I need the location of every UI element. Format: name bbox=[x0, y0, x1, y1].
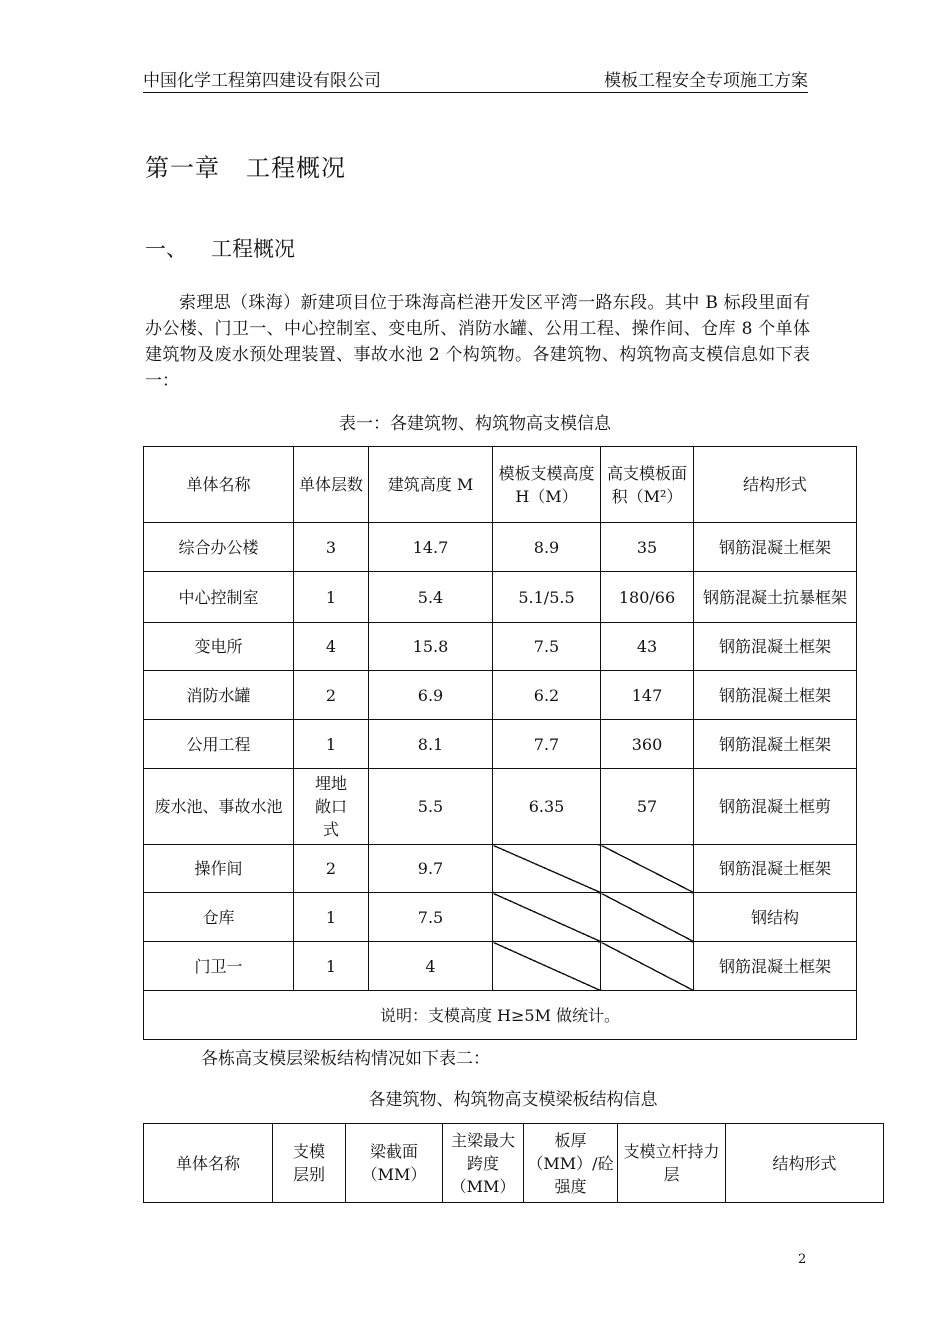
cell-name: 公用工程 bbox=[144, 720, 294, 769]
table2-header-cell: 梁截面（MM） bbox=[346, 1124, 443, 1203]
cell-structure: 钢筋混凝土抗暴框架 bbox=[694, 572, 857, 623]
cell-height: 15.8 bbox=[369, 623, 493, 671]
paragraph-2: 各栋高支模层梁板结构情况如下表二： bbox=[201, 1049, 490, 1069]
cell-height: 6.9 bbox=[369, 671, 493, 720]
cell-form-height: 6.35 bbox=[493, 769, 601, 845]
table2-header-row bbox=[144, 1124, 884, 1203]
cell-height: 5.5 bbox=[369, 769, 493, 845]
section-heading bbox=[145, 233, 295, 263]
cell-area: 35 bbox=[601, 523, 694, 572]
page-number: 2 bbox=[798, 1252, 807, 1267]
table-row bbox=[144, 893, 857, 942]
cell-height: 8.1 bbox=[369, 720, 493, 769]
cell-floors: 埋地敞口式 bbox=[294, 769, 369, 845]
table1-header-cell: 结构形式 bbox=[694, 447, 857, 523]
cell-height: 7.5 bbox=[369, 893, 493, 942]
cell-form-height: 7.7 bbox=[493, 720, 601, 769]
header-company: 中国化学工程第四建设有限公司 bbox=[143, 71, 381, 91]
cell-structure: 钢筋混凝土框架 bbox=[694, 623, 857, 671]
table1-header-row bbox=[144, 447, 857, 523]
table-row bbox=[144, 769, 857, 845]
cell-area: 180/66 bbox=[601, 572, 694, 623]
cell-structure: 钢筋混凝土框架 bbox=[694, 671, 857, 720]
empty-cell-diagonal bbox=[601, 942, 694, 991]
cell-form-height: 5.1/5.5 bbox=[493, 572, 601, 623]
cell-form-height: 6.2 bbox=[493, 671, 601, 720]
cell-height: 14.7 bbox=[369, 523, 493, 572]
cell-structure: 钢筋混凝土框剪 bbox=[694, 769, 857, 845]
cell-name: 门卫一 bbox=[144, 942, 294, 991]
table2-header-cell: 板厚（MM）/砼强度 bbox=[524, 1124, 618, 1203]
cell-name: 综合办公楼 bbox=[144, 523, 294, 572]
section-number: 一、 bbox=[145, 237, 187, 261]
cell-floors: 1 bbox=[294, 893, 369, 942]
cell-name: 中心控制室 bbox=[144, 572, 294, 623]
cell-structure: 钢筋混凝土框架 bbox=[694, 845, 857, 893]
table2-header-cell: 单体名称 bbox=[144, 1124, 273, 1203]
empty-cell-diagonal bbox=[493, 893, 601, 942]
cell-structure: 钢筋混凝土框架 bbox=[694, 720, 857, 769]
cell-area: 147 bbox=[601, 671, 694, 720]
cell-area: 43 bbox=[601, 623, 694, 671]
table1-header-cell: 单体层数 bbox=[294, 447, 369, 523]
cell-name: 变电所 bbox=[144, 623, 294, 671]
table2-header-cell: 支模层别 bbox=[273, 1124, 346, 1203]
table2-header-cell: 支模立杆持力层 bbox=[618, 1124, 726, 1203]
cell-form-height: 8.9 bbox=[493, 523, 601, 572]
table-row bbox=[144, 623, 857, 671]
chapter-number: 第一章 bbox=[145, 154, 220, 182]
table1-header-cell: 建筑高度 M bbox=[369, 447, 493, 523]
table1-caption: 表一：各建筑物、构筑物高支模信息 bbox=[339, 414, 611, 434]
intro-paragraph: 索理思（珠海）新建项目位于珠海高栏港开发区平湾一路东段。其中 B 标段里面有办公楼、门卫一、中心控制室、变电所、消防水罐、公用工程、操作间、仓库 8 个单体建筑物及废水预处理装置、事故水池 2 个构筑物。各建筑物、构筑物高支模信息如下表一： bbox=[145, 293, 810, 391]
cell-floors: 1 bbox=[294, 572, 369, 623]
cell-structure: 钢筋混凝土框架 bbox=[694, 942, 857, 991]
table2-header-cell: 主梁最大跨度（MM） bbox=[443, 1124, 524, 1203]
table1-note: 说明：支模高度 H≥5M 做统计。 bbox=[144, 991, 857, 1040]
cell-area: 360 bbox=[601, 720, 694, 769]
empty-cell-diagonal bbox=[493, 845, 601, 893]
table1-header-cell: 单体名称 bbox=[144, 447, 294, 523]
table-row bbox=[144, 720, 857, 769]
cell-height: 9.7 bbox=[369, 845, 493, 893]
cell-name: 消防水罐 bbox=[144, 671, 294, 720]
empty-cell-diagonal bbox=[493, 942, 601, 991]
cell-floors: 2 bbox=[294, 845, 369, 893]
header-divider bbox=[143, 92, 808, 93]
table-row bbox=[144, 845, 857, 893]
cell-structure: 钢结构 bbox=[694, 893, 857, 942]
table-row bbox=[144, 572, 857, 623]
table2 bbox=[143, 1123, 884, 1203]
table1-header-cell: 模板支模高度 H（M） bbox=[493, 447, 601, 523]
cell-floors: 3 bbox=[294, 523, 369, 572]
table-row bbox=[144, 523, 857, 572]
section-title: 工程概况 bbox=[211, 237, 295, 261]
table1-note-row bbox=[144, 991, 857, 1040]
chapter-heading bbox=[145, 148, 346, 183]
table1-header-cell: 高支模板面积（M²） bbox=[601, 447, 694, 523]
empty-cell-diagonal bbox=[601, 845, 694, 893]
table-row bbox=[144, 942, 857, 991]
cell-floors: 1 bbox=[294, 720, 369, 769]
cell-height: 4 bbox=[369, 942, 493, 991]
cell-floors: 4 bbox=[294, 623, 369, 671]
header-document-title: 模板工程安全专项施工方案 bbox=[604, 71, 808, 91]
table-row bbox=[144, 671, 857, 720]
cell-height: 5.4 bbox=[369, 572, 493, 623]
cell-floors: 1 bbox=[294, 942, 369, 991]
cell-name: 废水池、事故水池 bbox=[144, 769, 294, 845]
empty-cell-diagonal bbox=[601, 893, 694, 942]
table2-caption: 各建筑物、构筑物高支模梁板结构信息 bbox=[368, 1090, 658, 1110]
cell-floors: 2 bbox=[294, 671, 369, 720]
table2-header-cell: 结构形式 bbox=[726, 1124, 884, 1203]
chapter-title: 工程概况 bbox=[246, 154, 346, 182]
cell-form-height: 7.5 bbox=[493, 623, 601, 671]
cell-name: 仓库 bbox=[144, 893, 294, 942]
cell-area: 57 bbox=[601, 769, 694, 845]
cell-name: 操作间 bbox=[144, 845, 294, 893]
cell-structure: 钢筋混凝土框架 bbox=[694, 523, 857, 572]
table1 bbox=[143, 446, 857, 1040]
